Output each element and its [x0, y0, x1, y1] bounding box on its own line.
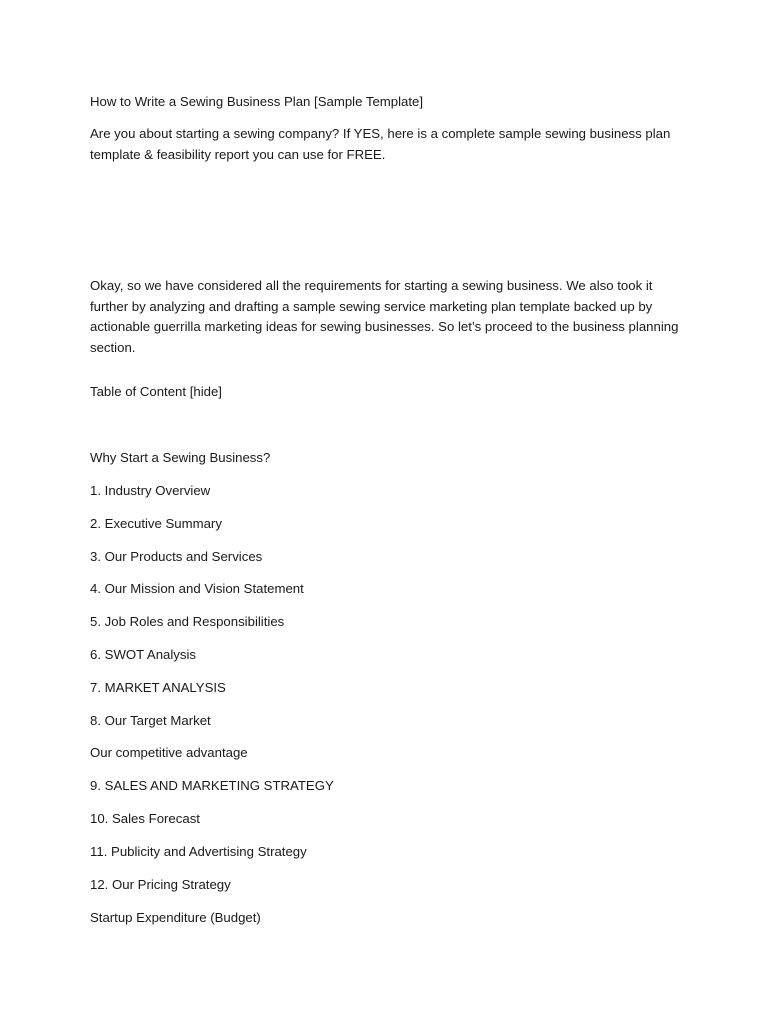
toc-item-competitive-advantage[interactable]: Our competitive advantage — [90, 745, 248, 760]
toc-item-sales-forecast[interactable]: 10. Sales Forecast — [90, 811, 200, 826]
body-paragraph: Okay, so we have considered all the requirements for starting a sewing business. We also took it further by analyzing and drafting a sample sewing service marketing plan template backed up by actionable guerrilla marketing ideas for sewing businesses. So let’s proceed to the business planning section. — [90, 278, 679, 355]
toc-item-job-roles[interactable]: 5. Job Roles and Responsibilities — [90, 614, 285, 629]
toc-item-sales-marketing[interactable]: 9. SALES AND MARKETING STRATEGY — [90, 778, 334, 793]
document-title: How to Write a Sewing Business Plan [Sample Template] — [90, 94, 424, 109]
toc-item-mission-vision[interactable]: 4. Our Mission and Vision Statement — [90, 581, 304, 596]
toc-item-publicity-advertising[interactable]: 11. Publicity and Advertising Strategy — [90, 844, 307, 859]
toc-item-swot-analysis[interactable]: 6. SWOT Analysis — [90, 647, 197, 662]
toc-heading: Table of Content [hide] — [90, 384, 222, 399]
toc-item-startup-expenditure[interactable]: Startup Expenditure (Budget) — [90, 910, 261, 925]
toc-item-executive-summary[interactable]: 2. Executive Summary — [90, 516, 222, 531]
toc-item-industry-overview[interactable]: 1. Industry Overview — [90, 483, 211, 498]
toc-item-why-start[interactable]: Why Start a Sewing Business? — [90, 450, 271, 465]
toc-item-market-analysis[interactable]: 7. MARKET ANALYSIS — [90, 680, 226, 695]
toc-item-products-services[interactable]: 3. Our Products and Services — [90, 549, 263, 564]
toc-item-target-market[interactable]: 8. Our Target Market — [90, 713, 211, 728]
toc-item-pricing-strategy[interactable]: 12. Our Pricing Strategy — [90, 877, 231, 892]
intro-paragraph: Are you about starting a sewing company? If YES, here is a complete sample sewing business plan template & feasibility report you can use for FREE. — [90, 126, 671, 162]
